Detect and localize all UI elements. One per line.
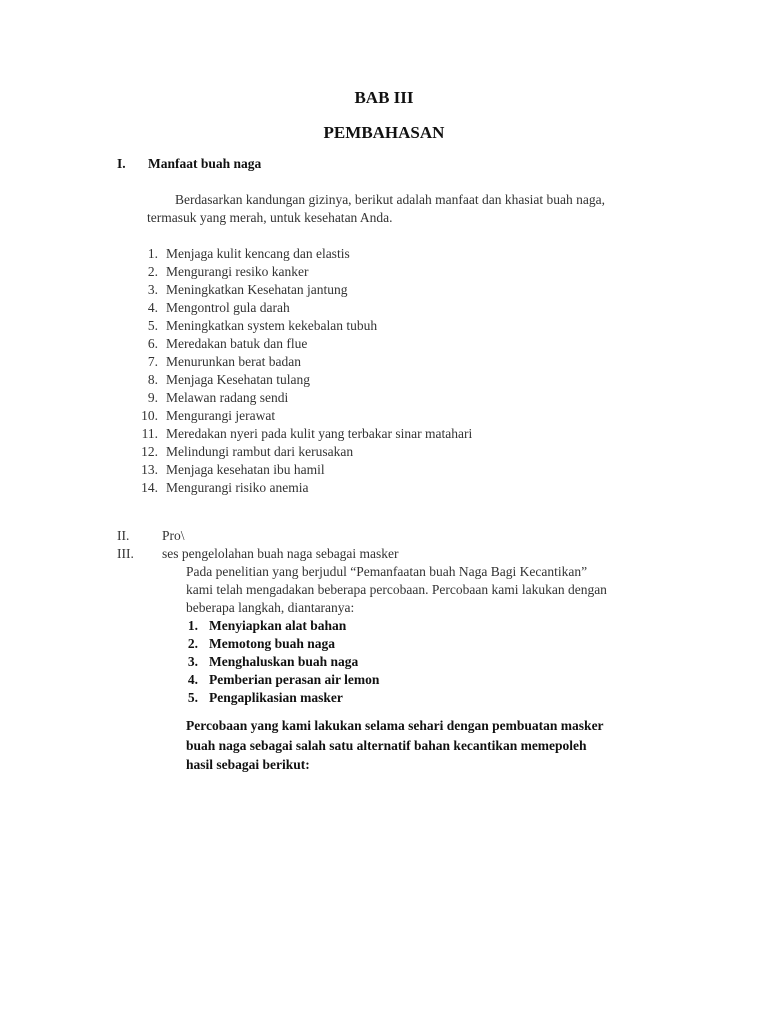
benefit-item-text: Mengurangi jerawat <box>166 408 276 423</box>
closing-line-2: buah naga sebagai salah satu alternatif bahan kecantikan memepoleh <box>186 738 587 753</box>
benefit-item <box>0 425 768 443</box>
benefit-item-text: Menjaga Kesehatan tulang <box>166 372 310 387</box>
benefit-item-number: 12. <box>141 444 158 459</box>
benefit-item <box>0 443 768 461</box>
section-2-heading: Pro\ <box>162 528 185 543</box>
section-2-numeral: II. <box>117 528 130 543</box>
benefit-item-text: Mengurangi risiko anemia <box>166 480 309 495</box>
benefit-item-number: 14. <box>141 480 158 495</box>
benefit-item-text: Meningkatkan system kekebalan tubuh <box>166 318 378 333</box>
benefit-item-number: 5. <box>147 318 158 333</box>
step-item <box>0 653 768 671</box>
benefit-item-text: Menjaga kulit kencang dan elastis <box>166 246 350 261</box>
step-item-text: Menghaluskan buah naga <box>209 654 359 669</box>
step-item-number: 4. <box>187 672 198 687</box>
benefit-item-number: 13. <box>141 462 158 477</box>
step-item <box>0 671 768 689</box>
benefit-item <box>0 299 768 317</box>
section-1-numeral: I. <box>117 156 126 171</box>
step-item-text: Memotong buah naga <box>209 636 336 651</box>
benefit-item-number: 11. <box>141 426 158 441</box>
step-item-number: 5. <box>187 690 198 705</box>
benefit-item <box>0 353 768 371</box>
benefit-item-text: Mengontrol gula darah <box>166 300 290 315</box>
benefit-item-text: Melawan radang sendi <box>166 390 289 405</box>
benefit-item <box>0 371 768 389</box>
benefit-item-text: Menjaga kesehatan ibu hamil <box>166 462 325 477</box>
benefit-item-text: Mengurangi resiko kanker <box>166 264 309 279</box>
benefit-item <box>0 389 768 407</box>
benefits-list <box>0 245 768 497</box>
step-item-text: Menyiapkan alat bahan <box>209 618 347 633</box>
benefit-item-number: 6. <box>147 336 158 351</box>
section-3-numeral: III. <box>117 546 134 561</box>
benefit-item <box>0 281 768 299</box>
benefit-item-number: 2. <box>147 264 158 279</box>
benefit-item <box>0 407 768 425</box>
steps-list <box>0 617 768 707</box>
benefit-item-text: Meningkatkan Kesehatan jantung <box>166 282 348 297</box>
chapter-title: BAB III <box>354 88 414 107</box>
section-1-intro-line-1: Berdasarkan kandungan gizinya, berikut adalah manfaat dan khasiat buah naga, <box>175 192 605 207</box>
section-1-heading: Manfaat buah naga <box>148 156 262 171</box>
section-3-heading: ses pengelolahan buah naga sebagai masker <box>162 546 399 561</box>
closing-line-1: Percobaan yang kami lakukan selama sehari dengan pembuatan masker <box>186 718 604 733</box>
benefit-item-text: Meredakan batuk dan flue <box>166 336 308 351</box>
step-item-number: 2. <box>187 636 198 651</box>
section-1-intro-line-2: termasuk yang merah, untuk kesehatan Anda. <box>147 210 393 225</box>
benefit-item-number: 9. <box>147 390 158 405</box>
benefit-item-number: 1. <box>147 246 158 261</box>
step-item <box>0 689 768 707</box>
step-item-number: 3. <box>187 654 198 669</box>
benefit-item-number: 3. <box>147 282 158 297</box>
benefit-item <box>0 263 768 281</box>
benefit-item-number: 10. <box>141 408 158 423</box>
step-item <box>0 635 768 653</box>
benefit-item <box>0 479 768 497</box>
section-3-para-line-3: beberapa langkah, diantaranya: <box>186 600 355 615</box>
step-item-text: Pemberian perasan air lemon <box>209 672 380 687</box>
benefit-item-text: Meredakan nyeri pada kulit yang terbakar sinar matahari <box>166 426 473 441</box>
section-3-para-line-2: kami telah mengadakan beberapa percobaan. Percobaan kami lakukan dengan <box>186 582 607 597</box>
benefit-item-text: Melindungi rambut dari kerusakan <box>166 444 354 459</box>
benefit-item <box>0 335 768 353</box>
benefit-item-number: 8. <box>147 372 158 387</box>
chapter-subtitle: PEMBAHASAN <box>323 123 445 142</box>
benefit-item-text: Menurunkan berat badan <box>166 354 301 369</box>
step-item-number: 1. <box>187 618 198 633</box>
section-3-para-line-1: Pada penelitian yang berjudul “Pemanfaatan buah Naga Bagi Kecantikan” <box>186 564 588 579</box>
benefit-item <box>0 461 768 479</box>
benefit-item-number: 7. <box>147 354 158 369</box>
benefit-item <box>0 317 768 335</box>
benefit-item-number: 4. <box>147 300 158 315</box>
step-item-text: Pengaplikasian masker <box>209 690 343 705</box>
benefit-item <box>0 245 768 263</box>
step-item <box>0 617 768 635</box>
closing-line-3: hasil sebagai berikut: <box>186 757 310 772</box>
